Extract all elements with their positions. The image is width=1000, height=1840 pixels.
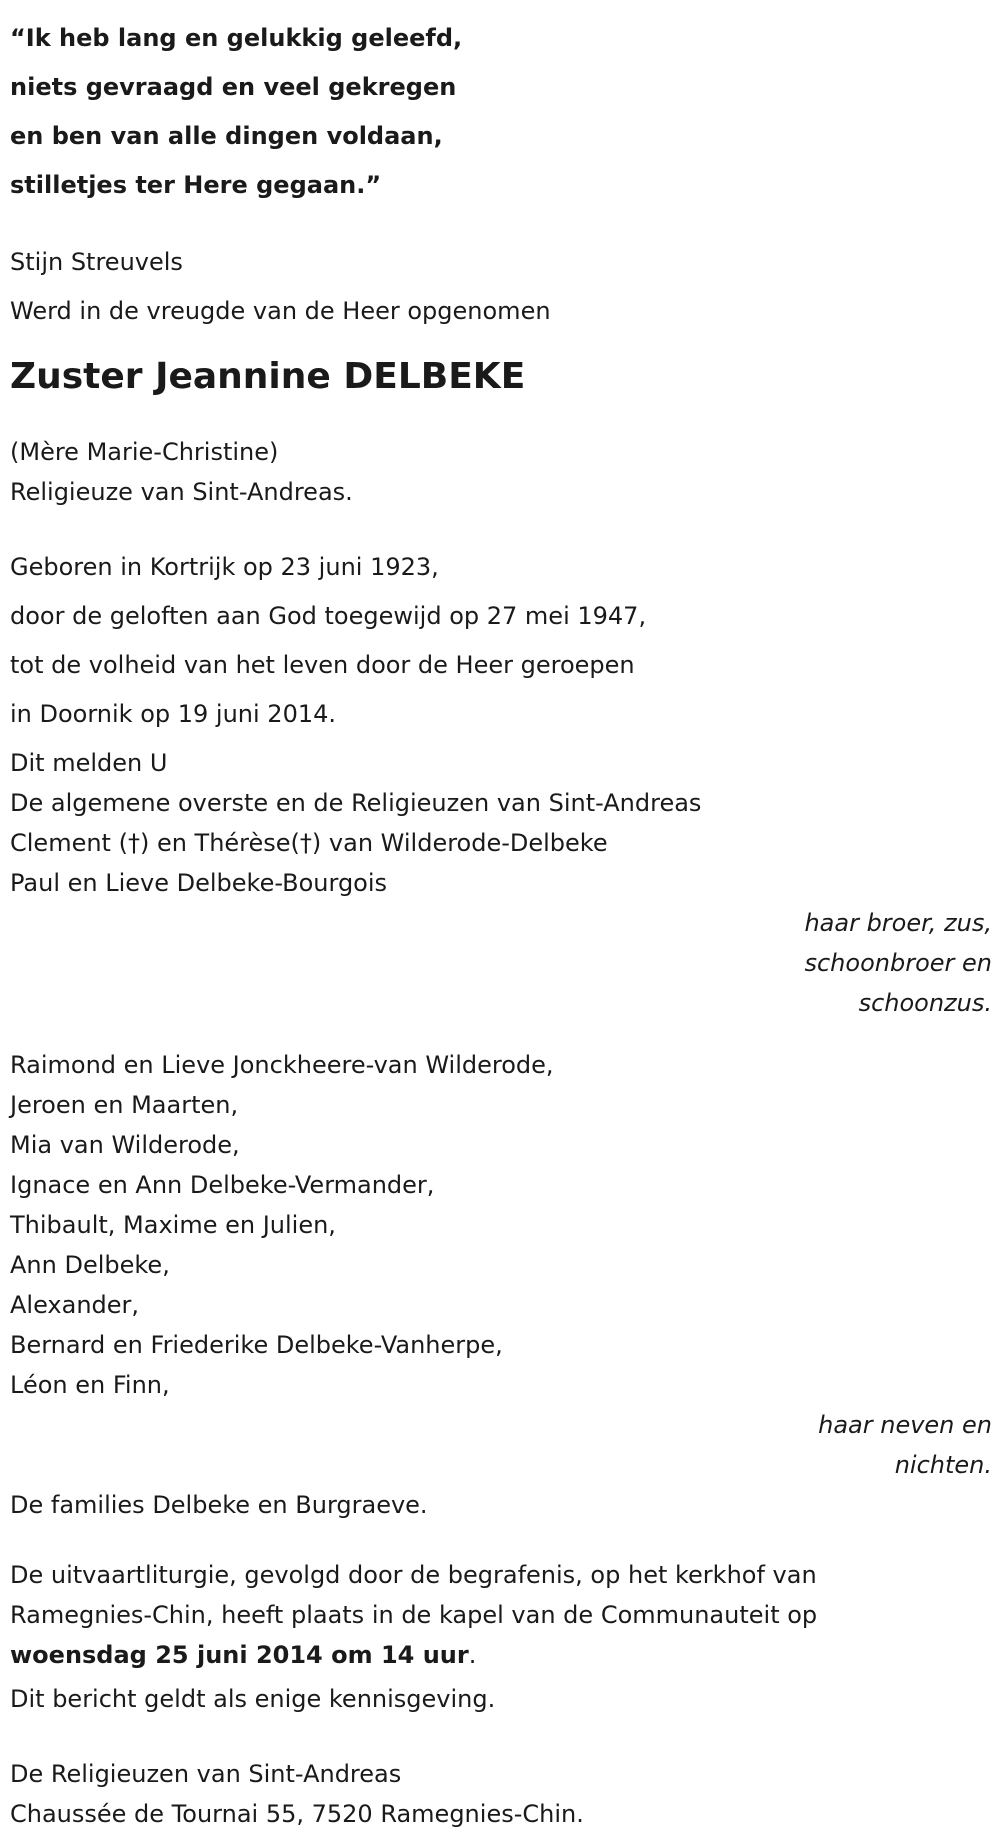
family-line: Bernard en Friederike Delbeke-Vanherpe, (10, 1331, 503, 1359)
announcers-intro: Dit melden U (10, 749, 168, 777)
family-line: Jeroen en Maarten, (10, 1091, 239, 1119)
family-line: Ann Delbeke, (10, 1251, 170, 1279)
quote-line: niets gevraagd en veel gekregen (10, 73, 457, 101)
relation-line: schoonbroer en (804, 949, 992, 977)
funeral-date: woensdag 25 juni 2014 om 14 uur (10, 1641, 469, 1669)
nephews-relation (10, 1405, 992, 1485)
family-line: Léon en Finn, (10, 1371, 170, 1399)
family-line: Ignace en Ann Delbeke-Vermander, (10, 1171, 435, 1199)
attribution-block (10, 238, 992, 336)
notice-block (10, 1675, 992, 1724)
notice-line: Dit bericht geldt als enige kennisgeving. (10, 1685, 496, 1713)
relation-line: nichten. (894, 1451, 992, 1479)
address-org: De Religieuzen van Sint-Andreas (10, 1760, 402, 1788)
families-line: De families Delbeke en Burgraeve. (10, 1491, 428, 1519)
family-line: Mia van Wilderode, (10, 1131, 240, 1159)
congregation: Religieuze van Sint-Andreas. (10, 478, 353, 506)
announcers-block (10, 743, 992, 903)
relation-line: haar broer, zus, (804, 909, 992, 937)
family-line: Raimond en Lieve Jonckheere-van Wilderode, (10, 1051, 554, 1079)
obituary-page (10, 0, 992, 1834)
address-street: Chaussée de Tournai 55, 7520 Ramegnies-Chin. (10, 1800, 584, 1828)
siblings-relation (10, 903, 992, 1023)
religious-info (10, 432, 992, 512)
announcer-line: De algemene overste en de Religieuzen van Sint-Andreas (10, 789, 702, 817)
funeral-block (10, 1555, 992, 1675)
funeral-line: De uitvaartliturgie, gevolgd door de begrafenis, op het kerkhof van (10, 1561, 817, 1589)
relation-line: schoonzus. (858, 989, 992, 1017)
relation-line: haar neven en (818, 1411, 992, 1439)
announcer-line: Clement (†) en Thérèse(†) van Wilderode-Delbeke (10, 829, 608, 857)
nephews-nieces-block (10, 1045, 992, 1405)
funeral-date-line (10, 1635, 992, 1675)
funeral-line: Ramegnies-Chin, heeft plaats in de kapel van de Communauteit op (10, 1601, 818, 1629)
date-line: Geboren in Kortrijk op 23 juni 1923, (10, 553, 439, 581)
families-block (10, 1485, 992, 1525)
religious-name: (Mère Marie-Christine) (10, 438, 279, 466)
address-block (10, 1754, 992, 1834)
quote-author: Stijn Streuvels (10, 248, 183, 276)
date-line: door de geloften aan God toegewijd op 27 mei 1947, (10, 602, 647, 630)
quote-block (10, 14, 992, 210)
quote-line: “Ik heb lang en gelukkig geleefd, (10, 24, 463, 52)
funeral-date-suffix: . (468, 1641, 477, 1669)
announcement-text: Werd in de vreugde van de Heer opgenomen (10, 297, 551, 325)
date-line: in Doornik op 19 juni 2014. (10, 700, 337, 728)
date-line: tot de volheid van het leven door de Heer geroepen (10, 651, 635, 679)
announcer-line: Paul en Lieve Delbeke-Bourgois (10, 869, 388, 897)
family-line: Alexander, (10, 1291, 140, 1319)
family-line: Thibault, Maxime en Julien, (10, 1211, 336, 1239)
quote-line: stilletjes ter Here gegaan.” (10, 171, 382, 199)
dates-block (10, 543, 992, 739)
deceased-name: Zuster Jeannine DELBEKE (10, 356, 526, 397)
quote-line: en ben van alle dingen voldaan, (10, 122, 443, 150)
